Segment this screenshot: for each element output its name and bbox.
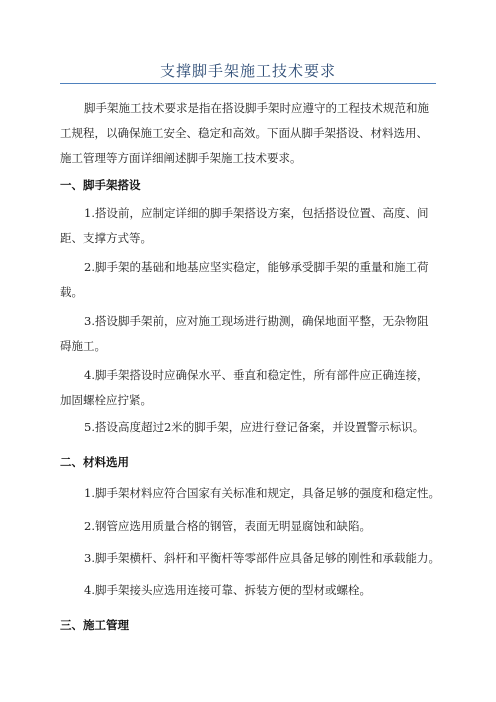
list-item-line: 2.脚手架的基础和地基应坚实稳定，能够承受脚手架的重量和施工荷 xyxy=(84,260,429,274)
list-item-line: 1.脚手架材料应符合国家有关标准和规定，具备足够的强度和稳定性。 xyxy=(84,486,440,500)
list-item xyxy=(60,309,440,359)
list-item xyxy=(60,363,440,413)
list-item-line: 2.钢管应选用质量合格的钢管，表面无明显腐蚀和缺陷。 xyxy=(84,519,371,533)
list-item-line: 加固螺栓应拧紧。 xyxy=(60,393,152,407)
intro-paragraph xyxy=(60,96,440,171)
list-item-line: 4.脚手架接头应选用连接可靠、拆装方便的型材或螺栓。 xyxy=(84,583,371,597)
title-underline xyxy=(60,83,436,84)
list-item xyxy=(60,546,440,571)
list-item-line: 4.脚手架搭设时应确保水平、垂直和稳定性，所有部件应正确连接， xyxy=(84,368,429,382)
list-item xyxy=(60,514,440,539)
list-item-line: 1.搭设前，应制定详细的脚手架搭设方案，包括搭设位置、高度、间 xyxy=(84,206,429,220)
list-item xyxy=(60,415,440,440)
list-item-line: 载。 xyxy=(60,285,83,299)
list-item-line: 碍施工。 xyxy=(60,339,106,353)
list-item-line: 5.搭设高度超过2米的脚手架，应进行登记备案，并设置警示标识。 xyxy=(84,420,425,434)
list-item xyxy=(60,578,440,603)
list-item xyxy=(60,255,440,305)
list-item xyxy=(60,481,440,506)
section-heading: 一、脚手架搭设 xyxy=(60,178,141,192)
section-heading: 二、材料选用 xyxy=(60,455,129,469)
intro-line: 施工管理等方面详细阐述脚手架施工技术要求。 xyxy=(60,151,302,165)
section-heading: 三、施工管理 xyxy=(60,618,129,632)
intro-line: 工规程，以确保施工安全、稳定和高效。下面从脚手架搭设、材料选用、 xyxy=(60,126,428,140)
list-item-line: 3.搭设脚手架前，应对施工现场进行勘测，确保地面平整，无杂物阻 xyxy=(84,314,429,328)
list-item xyxy=(60,201,440,251)
list-item-line: 距、支撑方式等。 xyxy=(60,231,152,245)
list-item-line: 3.脚手架横杆、斜杆和平衡杆等零部件应具备足够的刚性和承载能力。 xyxy=(84,551,440,565)
document-title: 支撑脚手架施工技术要求 xyxy=(159,62,336,80)
intro-line: 脚手架施工技术要求是指在搭设脚手架时应遵守的工程技术规范和施 xyxy=(84,101,429,115)
